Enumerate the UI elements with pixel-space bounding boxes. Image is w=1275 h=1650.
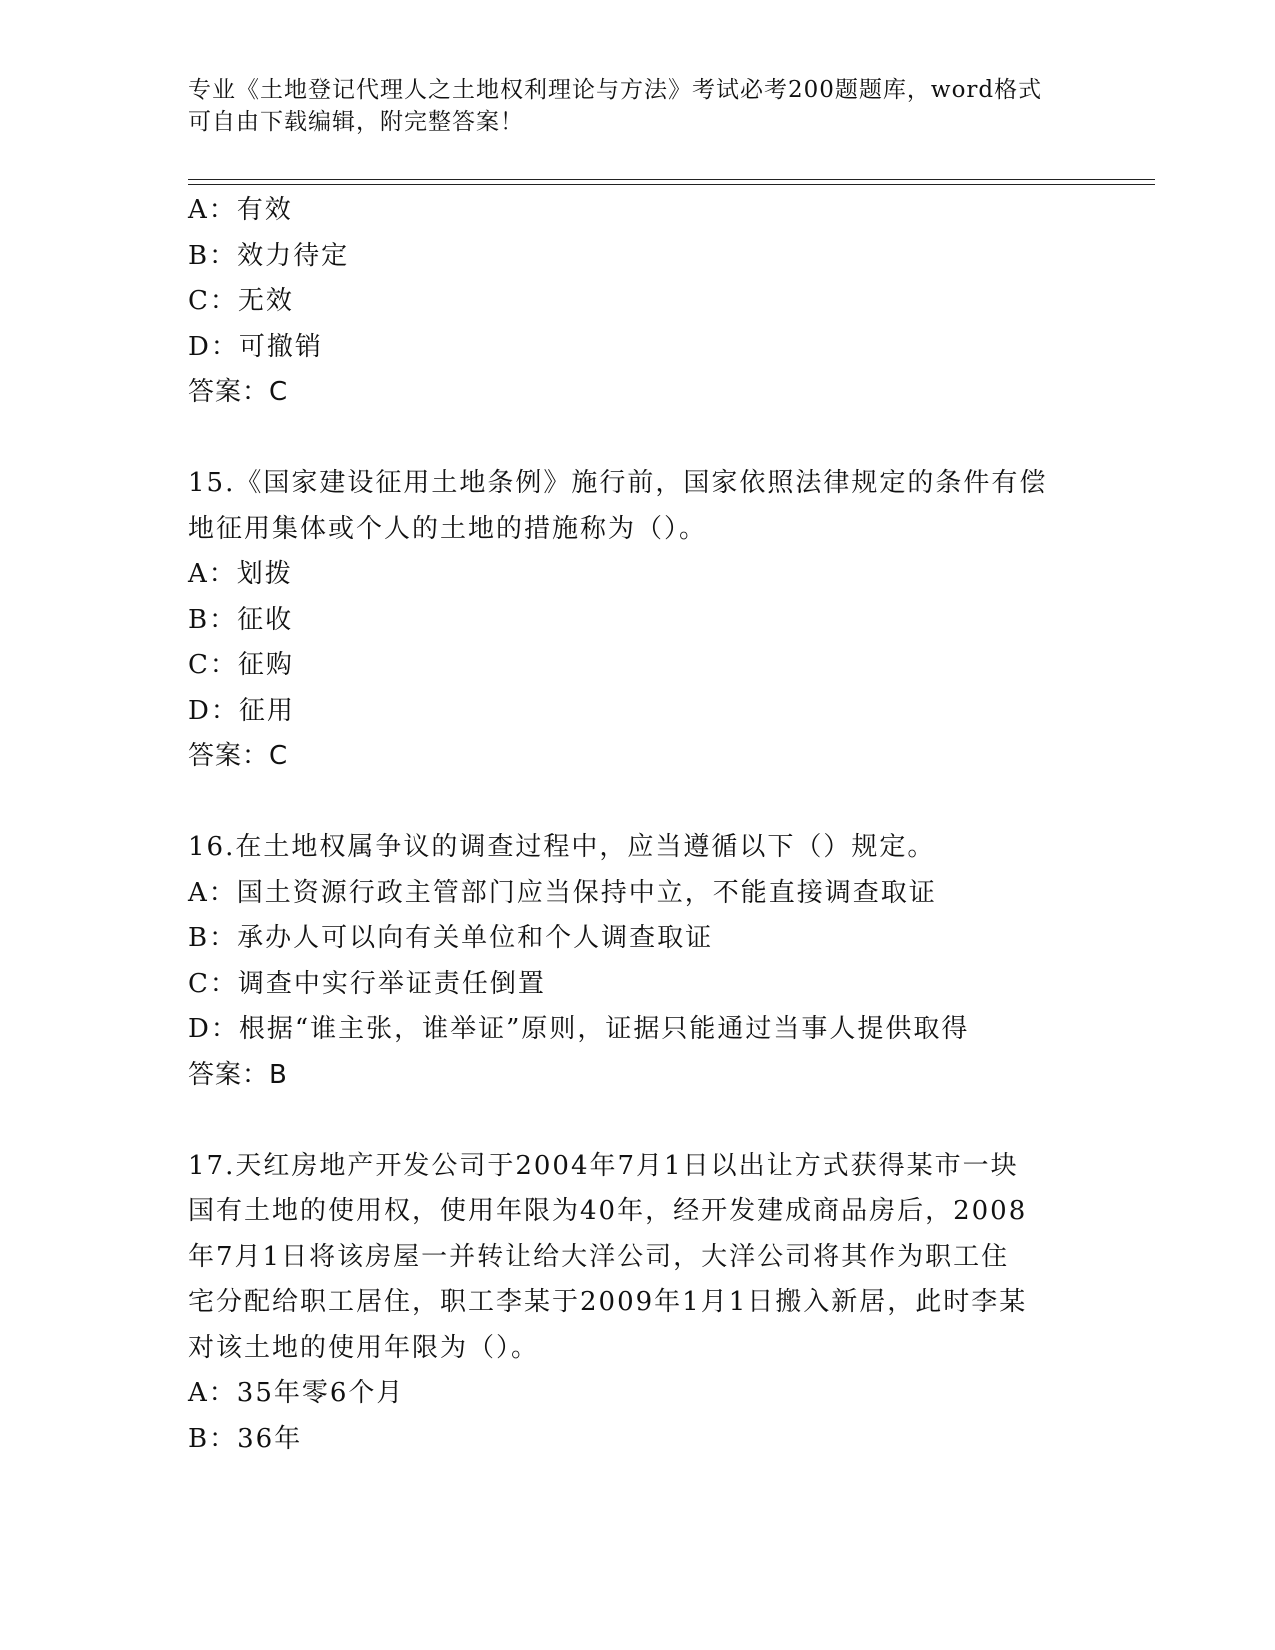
question-17 [188,1144,1088,1463]
question-14 [188,188,1088,416]
option-d: D：征用 [188,695,295,726]
option-b: B：36年 [188,1423,303,1454]
question-16 [188,825,1088,1098]
document-header [188,74,1088,138]
option-b: B：承办人可以向有关单位和个人调查取证 [188,923,714,953]
option-d: D：根据“谁主张，谁举证”原则，证据只能通过当事人提供取得 [188,1014,970,1044]
option-b: B：征收 [188,604,294,635]
header-divider [188,179,1155,180]
option-c: C：调查中实行举证责任倒置 [188,968,546,999]
option-a: A：国土资源行政主管部门应当保持中立，不能直接调查取证 [188,877,937,908]
option-b: B：效力待定 [188,240,350,271]
option-c: C：征购 [188,650,294,680]
question-15 [188,461,1088,780]
header-line-1: 专业《土地登记代理人之土地权利理论与方法》考试必考200题题库，word格式 [188,77,1043,103]
question-stem-line: 17.天红房地产开发公司于2004年7月1日以出让方式获得某市一块 [188,1150,1019,1181]
spacer [188,1098,1088,1144]
option-a: A：35年零6个月 [188,1378,405,1408]
spacer [188,416,1088,462]
spacer [188,780,1088,826]
header-line-2: 可自由下载编辑，附完整答案！ [188,109,524,135]
answer-line: 答案：B [188,1059,288,1090]
header-divider-secondary [188,184,1155,185]
question-stem-line: 对该土地的使用年限为（）。 [188,1332,540,1363]
question-stem-line: 地征用集体或个人的土地的措施称为（）。 [188,513,708,544]
question-stem-line: 15.《国家建设征用土地条例》施行前，国家依照法律规定的条件有偿 [188,468,1048,498]
question-stem-line: 16.在土地权属争议的调查过程中，应当遵循以下（）规定。 [188,832,936,862]
answer-line: 答案：C [188,741,289,771]
question-stem-line: 国有土地的使用权，使用年限为40年，经开发建成商品房后，2008 [188,1196,1028,1226]
option-a: A：划拨 [188,559,293,589]
option-a: A：有效 [188,195,293,225]
option-d: D：可撤销 [188,331,323,362]
question-content [188,188,1088,1462]
question-stem-line: 宅分配给职工居住，职工李某于2009年1月1日搬入新居，此时李某 [188,1287,1028,1317]
question-stem-line: 年7月1日将该房屋一并转让给大洋公司，大洋公司将其作为职工住 [188,1241,1010,1272]
option-c: C：无效 [188,286,294,316]
answer-line: 答案：C [188,377,289,407]
